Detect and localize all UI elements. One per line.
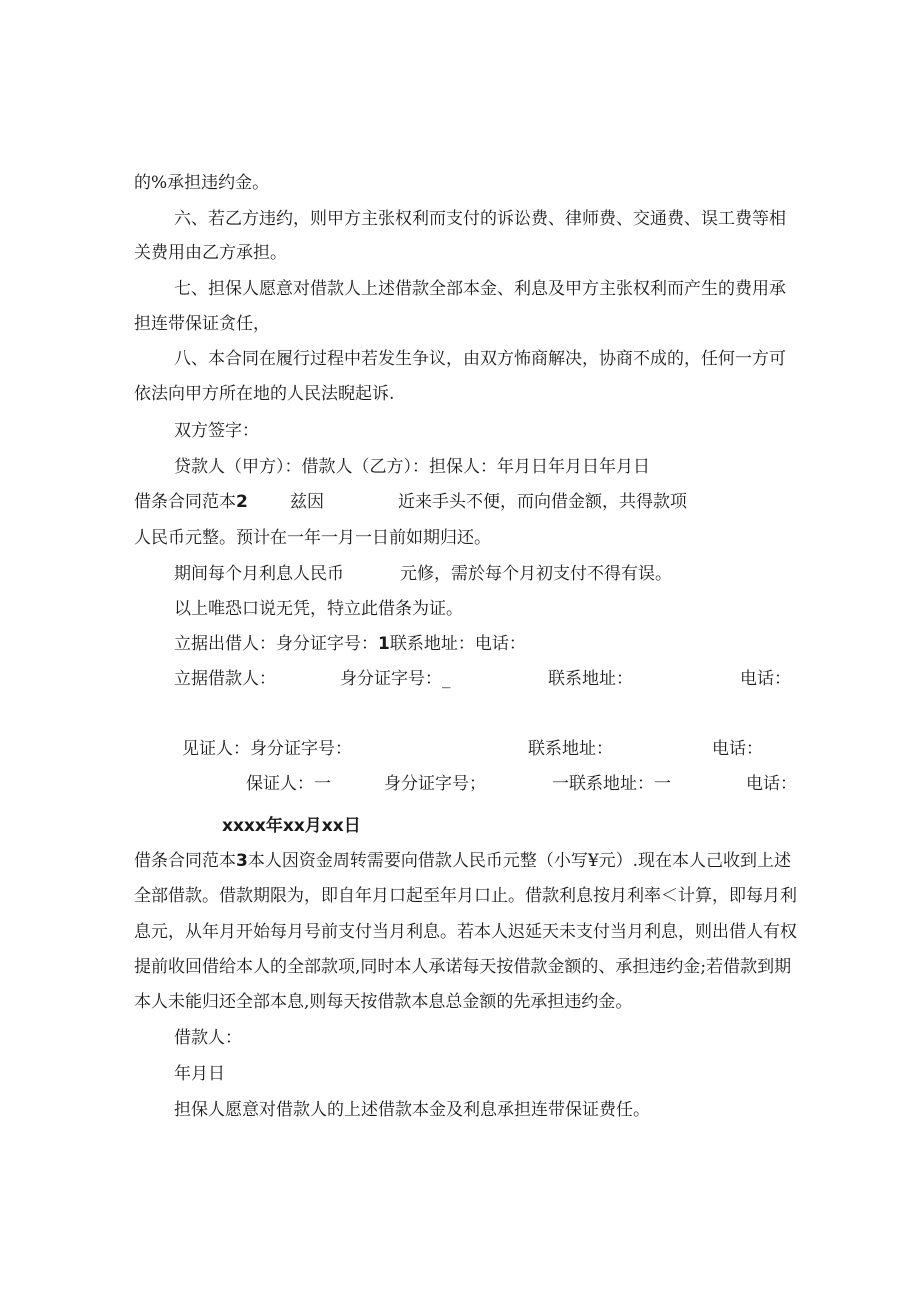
witness-phone: 电话：: [712, 739, 763, 759]
loan-text: 本人因资金周转需要向借款人民币元整（小写¥元）.现在本人己收到上述: [247, 851, 792, 871]
guarantee-statement: 担保人愿意对借款人的上述借款本金及利息承担连带保证费任。: [174, 1100, 650, 1120]
clause-eight: 八、本合同在履行过程中若发生争议，由双方怖商解决，协商不成的，任何一方可: [174, 349, 786, 369]
interest-terms: 元修，需於每个月初支付不得有误。: [400, 564, 672, 584]
text-line: 依法向甲方所在地的人民法睨起诉.: [134, 384, 395, 404]
borrower-address: 联系地址：: [548, 669, 633, 689]
interest-label: 期间每个月利息人民币: [174, 564, 344, 584]
proof-statement: 以上唯恐口说无凭，特立此借条为证。: [174, 599, 463, 619]
sample2-title: [134, 491, 248, 513]
date-line: xxxx年xx月xx日: [222, 816, 361, 836]
text-line: 关费用由乙方承担。: [134, 243, 287, 263]
guarantor-id: 身分证字号；: [384, 774, 486, 794]
loan-text: 本人未能归还全部本息,则每天按借款本息总金额的先承担违约金。: [134, 992, 633, 1012]
borrower-label: 立据借款人：: [174, 669, 276, 689]
witness-address: 联系地址：: [528, 739, 613, 759]
guarantor-address: 一联系地址：一: [552, 774, 671, 794]
borrower-signature: 借款人：: [174, 1028, 242, 1048]
loan-text: 提前收回借给本人的全部款项,同时本人承诺每天按借款金额的、承担违约金;若借款到期: [134, 957, 792, 977]
witness-label: 见证人：身分证字号：: [182, 739, 352, 759]
guarantor-phone: 电话：: [746, 774, 797, 794]
text-line: 担连带保证贪任，: [134, 314, 270, 334]
sample-number: 2: [236, 492, 248, 512]
lender-line: [174, 633, 526, 655]
sample-title-prefix: 借条合同范本: [134, 492, 236, 512]
signature-line: 贷款人（甲方）：借款人（乙方）：担保人：年月日年月日年月日: [174, 457, 650, 477]
clause-seven: 七、担保人愿意对借款人上述借款全部本金、利息及甲方主张权利而产生的费用承: [174, 279, 786, 299]
zi-yin: 兹因: [290, 492, 324, 512]
sample3-first-line: [134, 850, 792, 872]
signature-date: 年月日: [174, 1064, 225, 1084]
loan-text: 全部借款。借款期限为，即自年月口起至年月口止。借款利息按月利率＜计算，即每月利: [134, 886, 797, 906]
lender-id-number: 1: [378, 634, 390, 654]
sample-title-prefix: 借条合同范本: [134, 851, 236, 871]
lender-contact: 联系地址：电话：: [389, 634, 526, 654]
text-line: 的%承担违约金。: [134, 173, 270, 193]
guarantor-label: 保证人：一: [246, 774, 331, 794]
borrower-id: 身分证字号：_: [340, 669, 451, 689]
sample-number: 3: [236, 851, 248, 871]
signature-heading: 双方签字：: [174, 421, 259, 441]
borrower-phone: 电话：: [740, 669, 791, 689]
clause-six: 六、若乙方违约，则甲方主张权利而支付的诉讼费、律师费、交通费、误工费等相: [174, 209, 786, 229]
loan-amount: 人民币元整。预计在一年一月一日前如期归还。: [134, 528, 491, 548]
lender-label: 立据出借人：身分证字号：: [174, 634, 378, 654]
loan-reason: 近来手头不便，而向借金额，共得款项: [398, 492, 687, 512]
loan-text: 息元，从年月开始每月号前支付当月利息。若本人迟延天未支付当月利息，则出借人有权: [134, 922, 797, 942]
